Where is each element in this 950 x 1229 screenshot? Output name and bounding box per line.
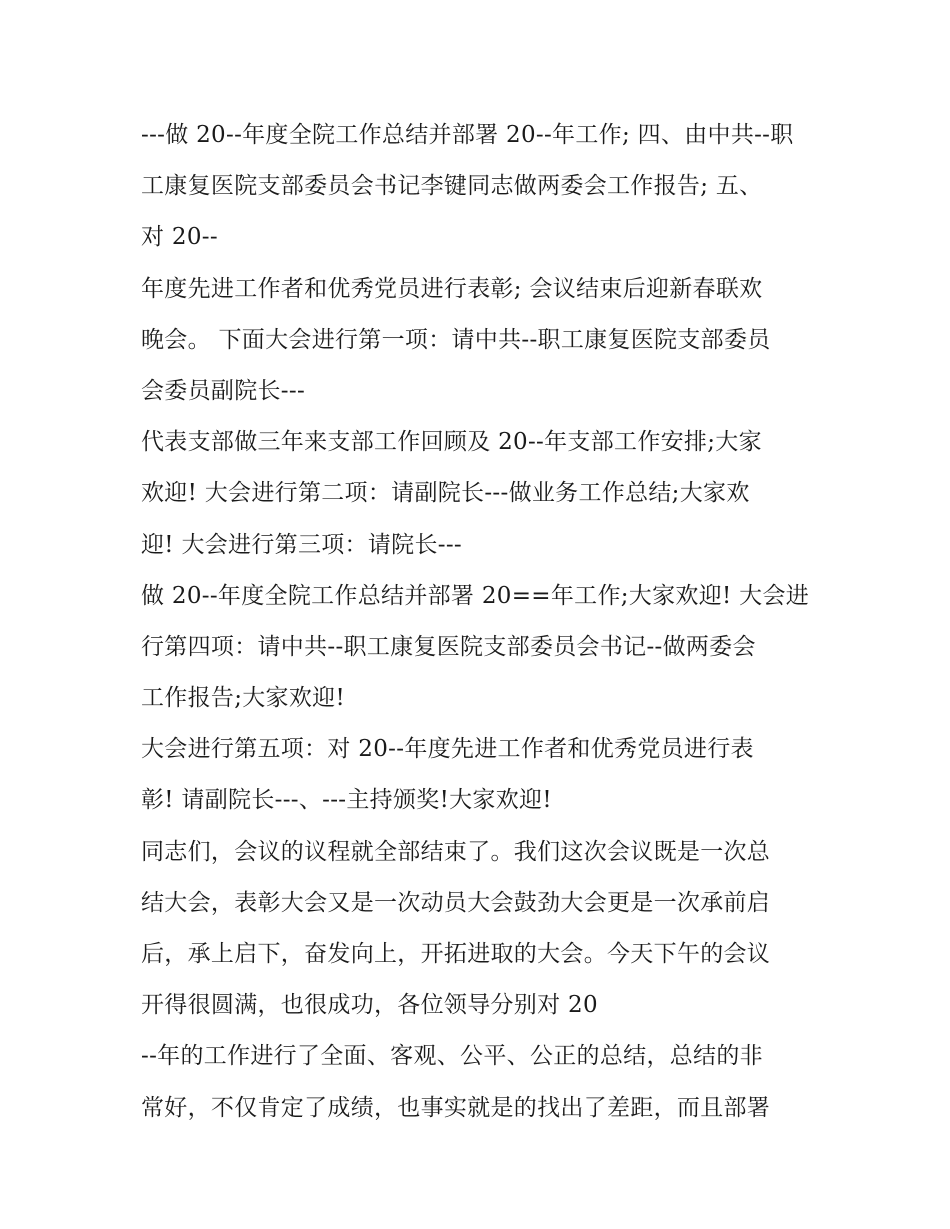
text-line: 欢迎! 大会进行第二项：请副院长---做业务工作总结;大家欢 xyxy=(141,480,750,507)
text-line: 晚会。 下面大会进行第一项：请中共--职工康复医院支部委员 xyxy=(141,326,771,353)
text-line: 常好，不仅肯定了成绩，也事实就是的找出了差距，而且部署 xyxy=(141,1094,771,1121)
text-line: 做 20--年度全院工作总结并部署 20==年工作;大家欢迎! 大会进 xyxy=(141,582,810,609)
text-line: --年的工作进行了全面、客观、公平、公正的总结，总结的非 xyxy=(141,1043,763,1070)
text-line: 行第四项：请中共--职工康复医院支部委员会书记--做两委会 xyxy=(141,633,756,660)
text-line: 彰! 请副院长---、---主持颁奖!大家欢迎! xyxy=(141,787,552,814)
text-line: 迎! 大会进行第三项：请院长--- xyxy=(141,531,462,558)
text-line: 代表支部做三年来支部工作回顾及 20--年支部工作安排;大家 xyxy=(141,429,762,456)
text-line: 后，承上启下，奋发向上，开拓进取的大会。今天下午的会议 xyxy=(141,941,771,967)
text-line: 结大会，表彰大会又是一次动员大会鼓劲大会更是一次承前启 xyxy=(141,889,771,916)
text-line: 开得很圆满，也很成功，各位领导分别对 20 xyxy=(141,992,598,1019)
text-line: 工康复医院支部委员会书记李键同志做两委会工作报告; 五、 xyxy=(141,173,763,200)
text-line: 同志们，会议的议程就全部结束了。我们这次会议既是一次总 xyxy=(141,838,771,865)
body-text xyxy=(141,110,841,1134)
text-line: 大会进行第五项：对 20--年度先进工作者和优秀党员进行表 xyxy=(141,736,754,763)
text-line: ---做 20--年度全院工作总结并部署 20--年工作; 四、由中共--职 xyxy=(141,122,794,148)
text-line: 对 20-- xyxy=(141,224,218,251)
text-line: 会委员副院长--- xyxy=(141,377,306,404)
text-line: 工作报告;大家欢迎! xyxy=(141,685,345,712)
text-line: 年度先进工作者和优秀党员进行表彰; 会议结束后迎新春联欢 xyxy=(141,275,763,302)
